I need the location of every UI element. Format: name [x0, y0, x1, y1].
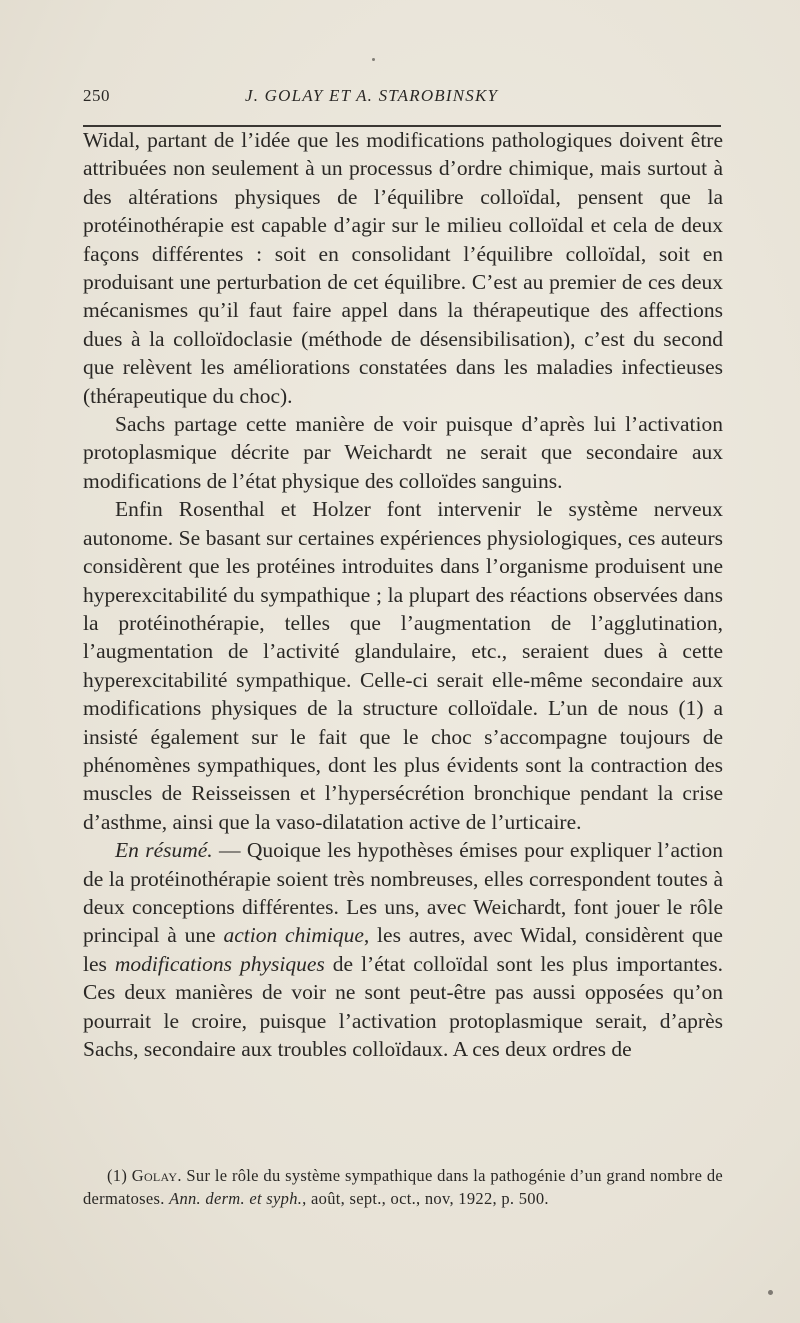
- footnote-marker: (1): [107, 1166, 132, 1185]
- resume-italic-physical: modifications physiques: [114, 951, 325, 976]
- resume-italic-chemical: action chimique: [223, 923, 364, 948]
- footnotes: [83, 1164, 723, 1210]
- footnote-journal: Ann. derm. et syph.: [169, 1189, 303, 1208]
- footnote-author: Golay.: [131, 1166, 182, 1185]
- print-speck: [768, 1290, 773, 1295]
- footnote-text-2: , août, sept., oct., nov, 1922, p. 500.: [302, 1189, 549, 1208]
- footnote-text-1: Sur le rôle du système sympathique dans la pathogénie d’un grand nombre de dermatoses.: [83, 1166, 723, 1208]
- page-header: [83, 86, 721, 112]
- main-text: [83, 126, 723, 1063]
- resume-text-1: — Quoique les hypothèses émises pour expliquer l’action de la protéinothérapie soient très nombreuses, elles correspondent toutes à deux conceptions différentes. Les uns, avec Weichardt, font jouer le rôle principal à une: [83, 838, 723, 948]
- paragraph-sachs: Sachs partage cette manière de voir puisque d’après lui l’activation protoplasmique décrite par Weichardt ne serait que secondaire aux modifications de l’état physique des colloïdes sanguins.: [83, 412, 723, 493]
- page-number: 250: [83, 86, 110, 105]
- print-speck: [372, 58, 375, 61]
- resume-text-3: de l’état colloïdal sont les plus importantes. Ces deux manières de voir ne sont peut-être pas aussi opposées qu’on pourrait le croire, puisque l’activation protoplasmique serait, d’après Sachs, secondaire aux troubles colloïdaux. A ces deux ordres de: [83, 951, 723, 1061]
- running-title: J. GOLAY ET A. STAROBINSKY: [245, 86, 499, 105]
- resume-lead: En résumé.: [115, 838, 213, 863]
- paragraph-widal: Widal, partant de l’idée que les modifications pathologiques doivent être attribuées non seulement à un processus d’ordre chimique, mais surtout à des altérations physiques de l’équilibre colloïdal, pensent que la protéinothérapie est capable d’agir sur le milieu colloïdal et cela de deux façons différentes : soit en consolidant l’équilibre colloïdal, soit en produisant une perturbation de cet équilibre. C’est au premier de ces deux mécanismes qu’il faut faire appel dans la thérapeutique des affections dues à la colloïdoclasie (méthode de désensibilisation), c’est du second que relèvent les améliorations constatées dans les maladies infectieuses (thérapeutique du choc).: [83, 128, 723, 408]
- footnote-1: [83, 1164, 723, 1210]
- paragraph-rosenthal: Enfin Rosenthal et Holzer font intervenir le système nerveux autonome. Se basant sur certaines expériences physiologiques, ces auteurs considèrent que les protéines introduites dans l’organisme produisent une hyperexcitabilité du sympathique ; la plupart des réactions observées dans la protéinothérapie, telles que l’augmentation de l’agglutination, l’augmentation de l’activité glandulaire, etc., seraient dues à cette hyperexcitabilité sympathique. Celle-ci serait elle-même secondaire aux modifications physiques de la structure colloïdale. L’un de nous (1) a insisté également sur le fait que le choc s’accompagne toujours de phénomènes sympathiques, dont les plus évidents sont la contraction des muscles de Reisseissen et l’hypersécrétion bronchique pendant la crise d’asthme, ainsi que la vaso-dilatation active de l’urticaire.: [83, 497, 723, 834]
- resume-text-2: , les autres, avec Widal, considèrent que les: [83, 923, 723, 976]
- paragraph-resume: [83, 836, 723, 1063]
